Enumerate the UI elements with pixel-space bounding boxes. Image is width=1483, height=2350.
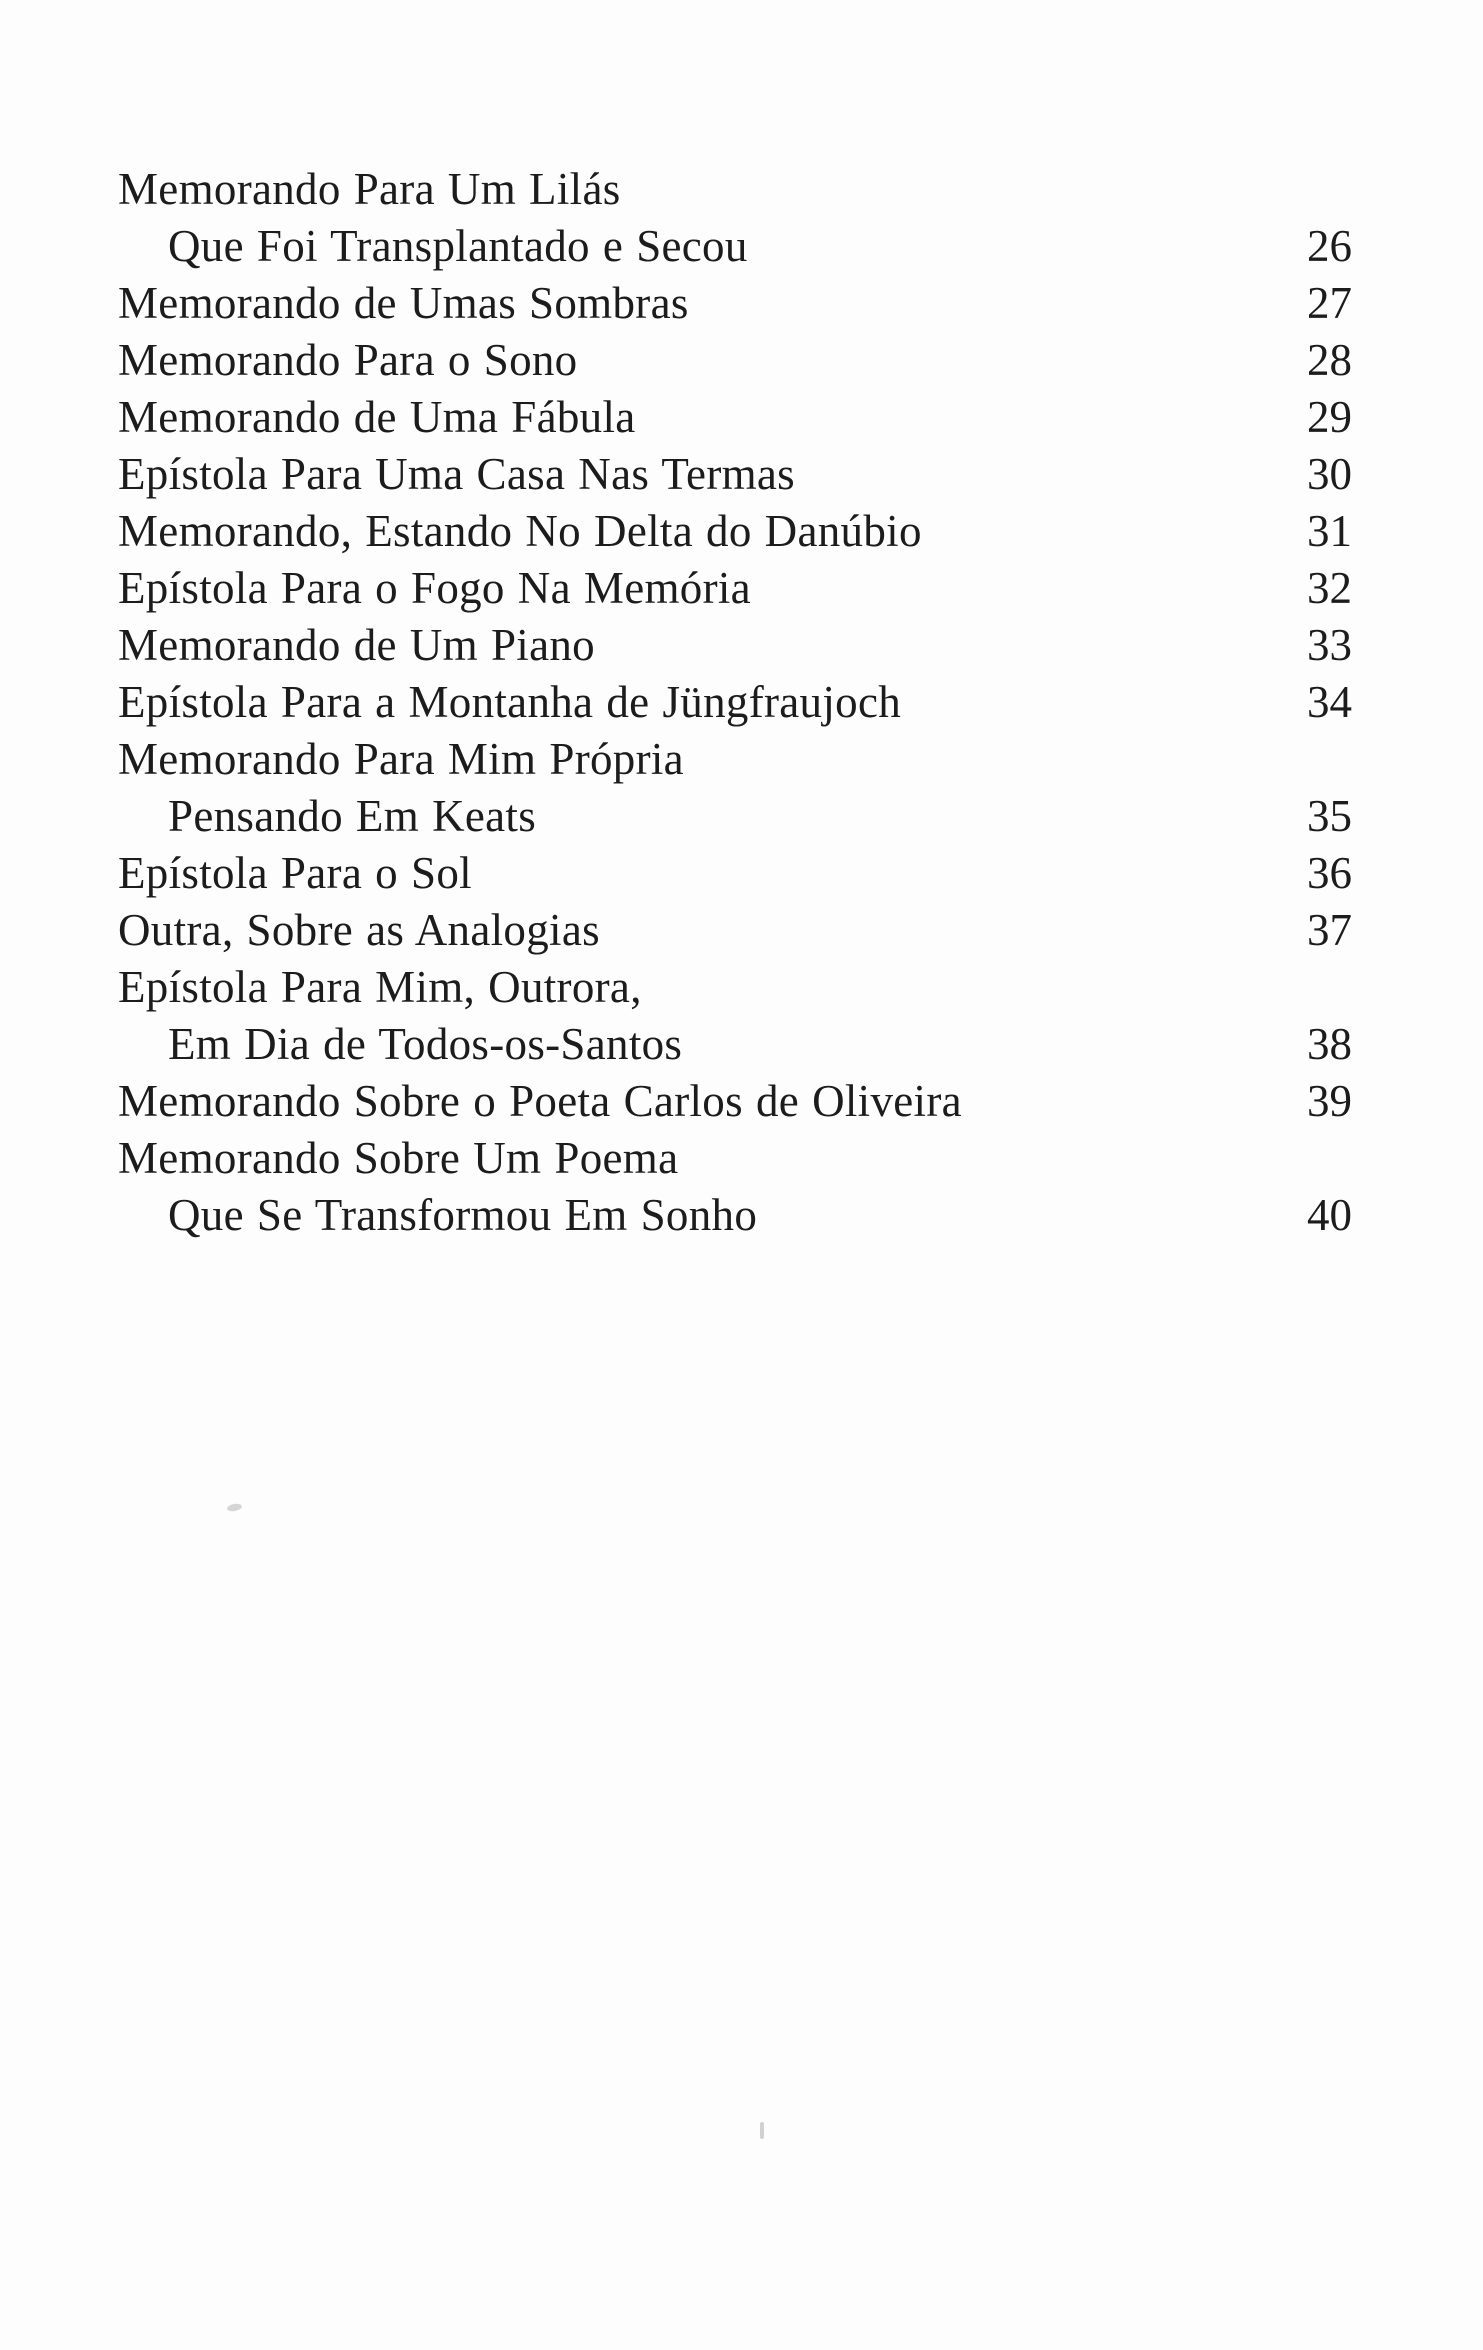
toc-row — [118, 845, 1352, 902]
toc-row — [118, 161, 1352, 218]
toc-entry-page-number: 27 — [1307, 278, 1352, 328]
toc-entry-title: Que Foi Transplantado e Secou — [168, 221, 748, 271]
toc-entry-title: Epístola Para a Montanha de Jüngfraujoch — [118, 677, 902, 727]
toc-row — [118, 389, 1352, 446]
toc-entry-title: Epístola Para o Sol — [118, 848, 472, 898]
toc-row — [118, 731, 1352, 788]
toc-row — [118, 218, 1352, 275]
toc-entry-title: Epístola Para o Fogo Na Memória — [118, 563, 751, 613]
toc-entry-title: Outra, Sobre as Analogias — [118, 905, 600, 955]
toc-row — [118, 959, 1352, 1016]
toc-entry-page-number: 31 — [1307, 506, 1352, 556]
toc-row — [118, 674, 1352, 731]
scan-artifact-speck — [760, 2122, 764, 2139]
toc-row — [118, 902, 1352, 959]
toc-entry-page-number: 29 — [1307, 392, 1352, 442]
toc-row — [118, 560, 1352, 617]
toc-row — [118, 446, 1352, 503]
table-of-contents — [118, 161, 1352, 1244]
toc-entry-title: Pensando Em Keats — [168, 791, 537, 841]
toc-row — [118, 1130, 1352, 1187]
toc-row — [118, 788, 1352, 845]
toc-row — [118, 1187, 1352, 1244]
toc-entry-title: Epístola Para Mim, Outrora, — [118, 962, 642, 1012]
toc-entry-page-number: 34 — [1307, 677, 1352, 727]
toc-entry-title: Memorando de Umas Sombras — [118, 278, 689, 328]
toc-entry-page-number: 33 — [1307, 620, 1352, 670]
toc-entry-page-number: 38 — [1307, 1019, 1352, 1069]
toc-entry-title: Memorando, Estando No Delta do Danúbio — [118, 506, 922, 556]
toc-entry-title: Memorando de Uma Fábula — [118, 392, 636, 442]
toc-entry-title: Que Se Transformou Em Sonho — [168, 1190, 758, 1240]
toc-row — [118, 332, 1352, 389]
toc-row — [118, 275, 1352, 332]
toc-entry-page-number: 32 — [1307, 563, 1352, 613]
toc-entry-page-number: 30 — [1307, 449, 1352, 499]
toc-entry-title: Memorando Sobre o Poeta Carlos de Oliveira — [118, 1076, 962, 1126]
toc-entry-title: Memorando Sobre Um Poema — [118, 1133, 679, 1183]
toc-entry-page-number: 26 — [1307, 221, 1352, 271]
toc-row — [118, 617, 1352, 674]
toc-entry-page-number: 28 — [1307, 335, 1352, 385]
toc-row — [118, 1073, 1352, 1130]
scan-artifact-speck — [227, 1503, 243, 1512]
toc-entry-page-number: 35 — [1307, 791, 1352, 841]
toc-entry-title: Memorando Para Um Lilás — [118, 164, 621, 214]
toc-entry-page-number: 36 — [1307, 848, 1352, 898]
toc-entry-title: Em Dia de Todos-os-Santos — [168, 1019, 683, 1069]
toc-entry-page-number: 37 — [1307, 905, 1352, 955]
toc-entry-title: Memorando Para o Sono — [118, 335, 578, 385]
toc-entry-title: Memorando de Um Piano — [118, 620, 595, 670]
toc-row — [118, 1016, 1352, 1073]
toc-entry-title: Epístola Para Uma Casa Nas Termas — [118, 449, 795, 499]
toc-row — [118, 503, 1352, 560]
toc-entry-title: Memorando Para Mim Própria — [118, 734, 684, 784]
toc-entry-page-number: 40 — [1307, 1190, 1352, 1240]
toc-entry-page-number: 39 — [1307, 1076, 1352, 1126]
